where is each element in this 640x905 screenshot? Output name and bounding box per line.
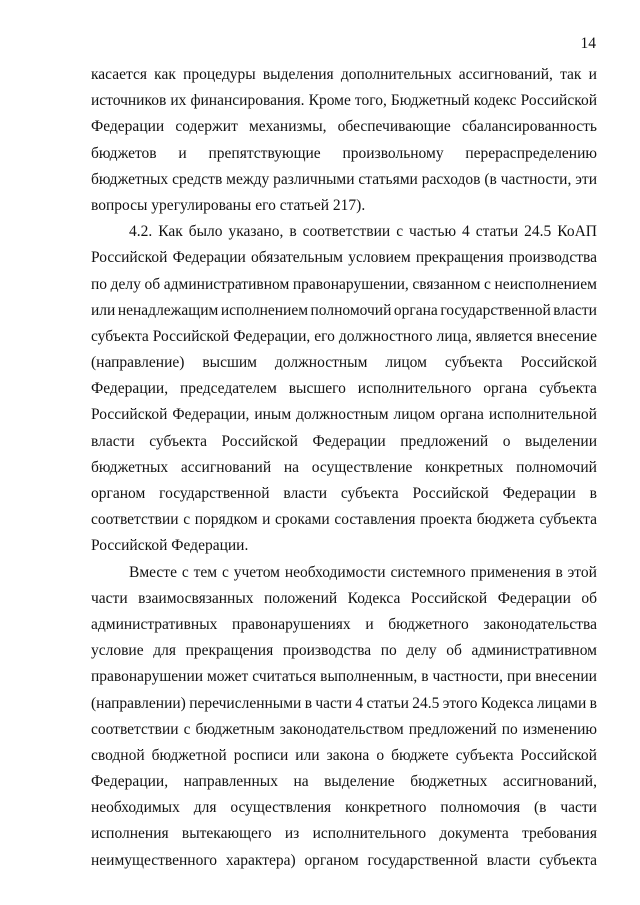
text-line: или ненадлежащим исполнением полномочий органа государственной власти <box>91 301 597 319</box>
text-line: бюджетных ассигнований на осуществление конкретных полномочий <box>91 458 597 476</box>
paragraph-1 <box>91 62 597 219</box>
text-line: (направлении) перечисленными в части 4 статьи 24.5 этого Кодекса лицами в <box>91 694 597 712</box>
page-number: 14 <box>580 35 596 52</box>
text-line: субъекта Российской Федерации, его должностного лица, является внесение <box>91 327 597 345</box>
text-line: правонарушении может считаться выполненным, в частности, при внесении <box>91 668 597 686</box>
text-line: сводной бюджетной росписи или закона о бюджете субъекта Российской <box>91 746 597 764</box>
text-line: соответствии с бюджетным законодательством предложений по изменению <box>91 720 597 738</box>
text-line: Федерации, председателем высшего исполнительного органа субъекта <box>91 380 597 398</box>
text-line: необходимых для осуществления конкретного полномочия (в части <box>91 799 597 817</box>
text-line: бюджетов и препятствующие произвольному перераспределению <box>91 144 597 162</box>
text-line: административных правонарушениях и бюджетного законодательства <box>91 615 597 633</box>
text-line: источников их финансирования. Кроме того, Бюджетный кодекс Российской <box>91 92 597 110</box>
text-line: вопросы урегулированы его статьей 217). <box>91 196 366 214</box>
text-line: Федерации содержит механизмы, обеспечивающие сбалансированность <box>91 118 597 136</box>
text-line: касается как процедуры выделения дополнительных ассигнований, так и <box>91 66 597 83</box>
text-line: Российской Федерации. <box>91 537 249 555</box>
text-line: власти субъекта Российской Федерации предложений о выделении <box>91 432 597 450</box>
paragraph-2 <box>91 219 597 559</box>
paragraph-3 <box>91 560 597 874</box>
text-line: Российской Федерации, иным должностным лицом органа исполнительной <box>91 406 597 424</box>
text-line: части взаимосвязанных положений Кодекса Российской Федерации об <box>91 589 597 607</box>
text-line: соответствии с порядком и сроками составления проекта бюджета субъекта <box>91 511 597 529</box>
text-line: условие для прекращения производства по делу об административном <box>91 642 597 660</box>
text-line: исполнения вытекающего из исполнительного документа требования <box>91 825 597 843</box>
text-line: (направление) высшим должностным лицом субъекта Российской <box>91 354 597 372</box>
text-line: Вместе с тем с учетом необходимости системного применения в этой <box>129 563 597 581</box>
text-line: 4.2. Как было указано, в соответствии с частью 4 статьи 24.5 КоАП <box>129 223 597 241</box>
text-line: бюджетных средств между различными статьями расходов (в частности, эти <box>91 170 597 188</box>
document-body <box>91 62 597 874</box>
text-line: неимущественного характера) органом государственной власти субъекта <box>91 851 597 869</box>
text-line: органом государственной власти субъекта Российской Федерации в <box>91 485 597 502</box>
text-line: Российской Федерации обязательным условием прекращения производства <box>91 249 597 267</box>
text-line: по делу об административном правонарушении, связанном с неисполнением <box>91 275 597 293</box>
text-line: Федерации, направленных на выделение бюджетных ассигнований, <box>91 773 597 791</box>
